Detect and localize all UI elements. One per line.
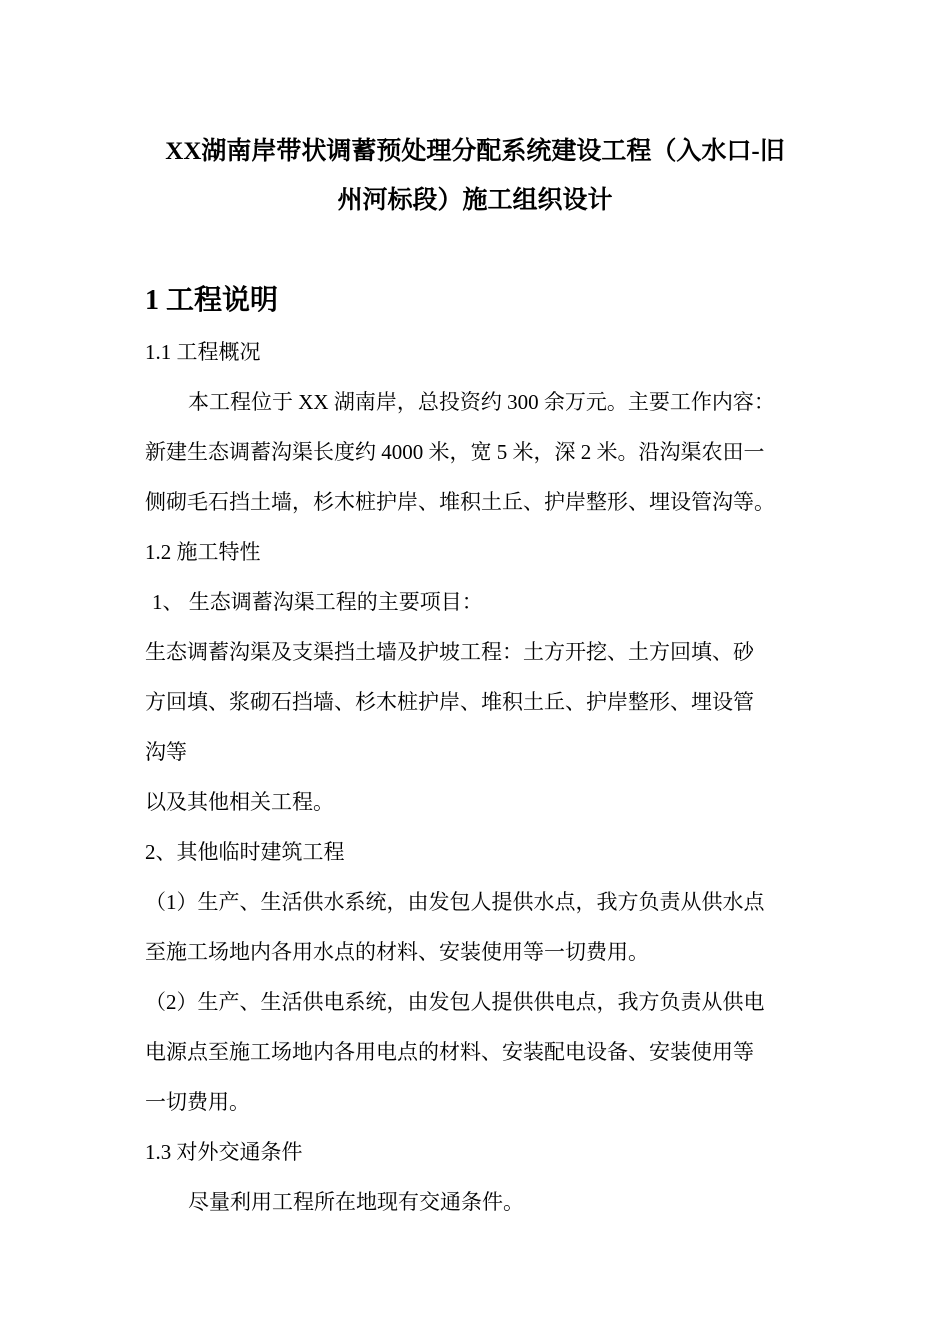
paragraph-line: 电源点至施工场地内各用电点的材料、安装配电设备、安装使用等 [145,1040,754,1064]
paragraph-line: 尽量利用工程所在地现有交通条件。 [188,1190,524,1214]
paragraph-line: （1）生产、生活供水系统，由发包人提供水点，我方负责从供水点 [145,890,765,914]
paragraph-line: 本工程位于 XX 湖南岸，总投资约 300 余万元。主要工作内容： [188,390,775,414]
paragraph-line: 以及其他相关工程。 [145,790,334,814]
paragraph-line: 至施工场地内各用水点的材料、安装使用等一切费用。 [145,940,649,964]
paragraph-line: 侧砌毛石挡土墙，杉木桩护岸、堆积土丘、护岸整形、埋设管沟等。 [145,490,775,514]
list-item-1-heading: 1、 生态调蓄沟渠工程的主要项目： [152,590,483,614]
paragraph-line: 方回填、浆砌石挡墙、杉木桩护岸、堆积土丘、护岸整形、埋设管 [145,690,754,714]
paragraph-line: 新建生态调蓄沟渠长度约 4000 米，宽 5 米，深 2 米。沿沟渠农田一 [145,440,765,464]
subsection-1-1-heading: 1.1 工程概况 [145,340,261,364]
document-title-line-1: XX湖南岸带状调蓄预处理分配系统建设工程（入水口-旧 [165,138,785,165]
paragraph-line: 生态调蓄沟渠及支渠挡土墙及护坡工程：土方开挖、土方回填、砂 [145,640,754,664]
document-title-line-2: 州河标段）施工组织设计 [337,187,613,214]
subsection-1-3-heading: 1.3 对外交通条件 [145,1140,303,1164]
section-1-heading: 1 工程说明 [145,285,279,316]
paragraph-line: （2）生产、生活供电系统，由发包人提供供电点，我方负责从供电 [145,990,765,1014]
subsection-1-2-heading: 1.2 施工特性 [145,540,261,564]
list-item-2-heading: 2、其他临时建筑工程 [145,840,345,864]
paragraph-line: 一切费用。 [145,1090,250,1114]
paragraph-line: 沟等 [145,740,187,764]
